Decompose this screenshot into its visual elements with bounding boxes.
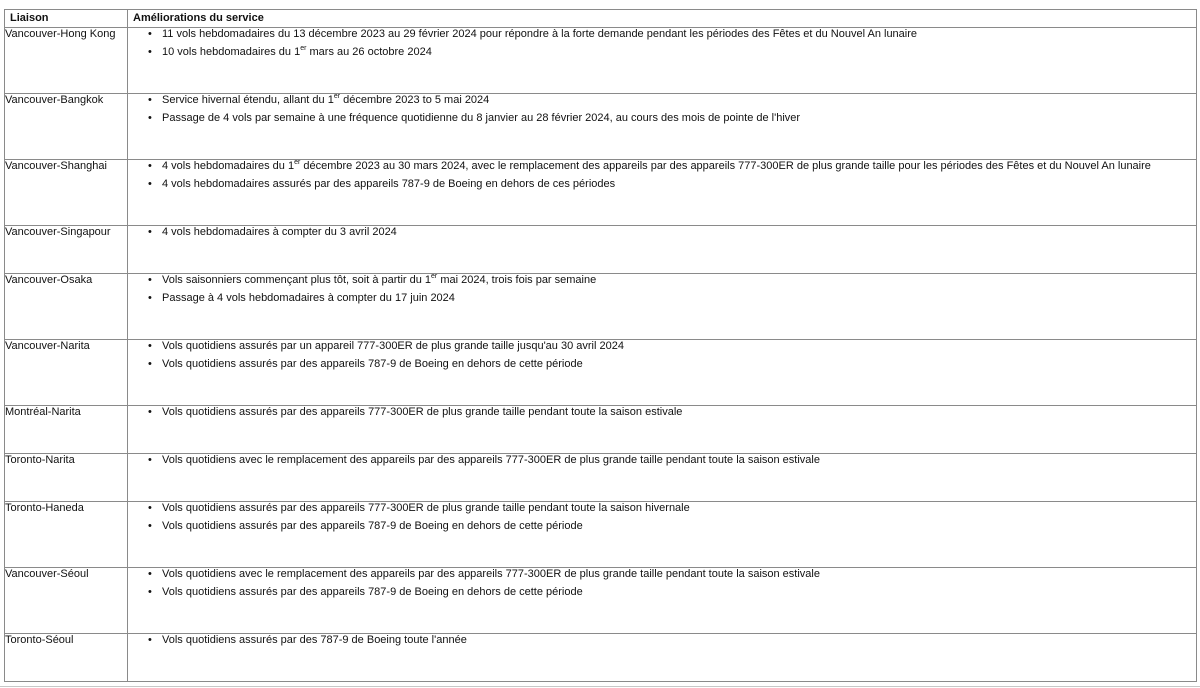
table-row	[5, 274, 1197, 340]
bullet-icon: •	[148, 340, 152, 352]
bullet-icon: •	[148, 585, 152, 598]
table-row	[5, 568, 1197, 634]
improvements-list	[128, 160, 1196, 195]
table-row	[5, 406, 1197, 454]
list-item	[128, 274, 1196, 292]
improvements-cell	[128, 634, 1197, 682]
item-text: 10 vols hebdomadaires du 1	[162, 45, 301, 58]
route-cell: Vancouver-Hong Kong	[5, 28, 128, 94]
list-item	[128, 520, 1196, 538]
table-row	[5, 226, 1197, 274]
route-cell: Toronto-Narita	[5, 454, 128, 502]
table-body	[5, 28, 1197, 682]
improvements-list	[128, 454, 1196, 472]
bullet-icon: •	[148, 502, 152, 514]
route-cell: Montréal-Narita	[5, 406, 128, 454]
bullet-icon: •	[148, 634, 152, 646]
improvements-list	[128, 634, 1196, 652]
header-row	[5, 10, 1197, 28]
ordinal-superscript: er	[333, 93, 341, 100]
list-item	[128, 586, 1196, 604]
improvements-list	[128, 28, 1196, 63]
item-text: 11 vols hebdomadaires du 13 décembre 2023 au 29 février 2024 pour répondre à la forte demande pendant les périodes des Fêtes et du Nouvel An lunaire	[162, 28, 918, 40]
improvements-cell	[128, 226, 1197, 274]
bullet-icon: •	[148, 357, 152, 370]
list-item	[128, 568, 1196, 586]
item-text: Passage à 4 vols hebdomadaires à compter du 17 juin 2024	[162, 291, 455, 304]
bullet-icon: •	[148, 160, 152, 172]
item-text: Vols quotidiens assurés par des appareils 787-9 de Boeing en dehors de cette période	[162, 585, 583, 598]
route-cell: Vancouver-Singapour	[5, 226, 128, 274]
list-item	[128, 46, 1196, 64]
item-text: Vols quotidiens assurés par des appareils 777-300ER de plus grande taille pendant toute la saison estivale	[162, 406, 683, 418]
list-item	[128, 406, 1196, 424]
bullet-icon: •	[148, 291, 152, 304]
list-item	[128, 160, 1196, 178]
improvements-cell	[128, 28, 1197, 94]
bullet-icon: •	[148, 568, 152, 580]
list-item	[128, 94, 1196, 112]
table-row	[5, 634, 1197, 682]
improvements-list	[128, 502, 1196, 537]
header-improvements: Améliorations du service	[128, 10, 1197, 28]
item-text: Passage de 4 vols par semaine à une fréquence quotidienne du 8 janvier au 28 février 2024, au cours des mois de pointe de l'hiver	[162, 111, 801, 124]
item-text: 4 vols hebdomadaires assurés par des appareils 787-9 de Boeing en dehors de ces périodes	[162, 177, 616, 190]
list-item	[128, 112, 1196, 130]
item-text: Vols quotidiens avec le remplacement des appareils par des appareils 777-300ER de plus grande taille pendant toute la saison estivale	[162, 454, 820, 466]
improvements-cell	[128, 406, 1197, 454]
bullet-icon: •	[148, 28, 152, 40]
list-item	[128, 178, 1196, 196]
bullet-icon: •	[148, 226, 152, 238]
bullet-icon: •	[148, 274, 152, 286]
improvements-list	[128, 568, 1196, 603]
bottom-divider	[0, 686, 1200, 687]
item-text: Vols quotidiens assurés par des appareils 787-9 de Boeing en dehors de cette période	[162, 357, 583, 370]
route-cell: Vancouver-Osaka	[5, 274, 128, 340]
table-row	[5, 502, 1197, 568]
item-text: Vols quotidiens assurés par un appareil 777-300ER de plus grande taille jusqu'au 30 avril 2024	[162, 340, 624, 352]
item-text: Vols saisonniers commençant plus tôt, soit à partir du 1	[162, 274, 432, 286]
improvements-list	[128, 274, 1196, 309]
item-text: mai 2024, trois fois par semaine	[437, 274, 597, 286]
bullet-icon: •	[148, 177, 152, 190]
improvements-cell	[128, 160, 1197, 226]
route-cell: Toronto-Séoul	[5, 634, 128, 682]
list-item	[128, 502, 1196, 520]
route-cell: Vancouver-Bangkok	[5, 94, 128, 160]
ordinal-superscript: er	[300, 44, 307, 52]
header-route: Liaison	[5, 10, 128, 28]
item-text: Vols quotidiens assurés par des appareils 787-9 de Boeing en dehors de cette période	[162, 519, 583, 532]
improvements-list	[128, 340, 1196, 375]
list-item	[128, 634, 1196, 652]
bullet-icon: •	[148, 111, 152, 124]
improvements-cell	[128, 340, 1197, 406]
improvements-list	[128, 226, 1196, 244]
improvements-cell	[128, 454, 1197, 502]
item-text: décembre 2023 au 30 mars 2024, avec le remplacement des appareils par des appareils 777-300ER de plus grande taille pour les périodes des Fêtes et du Nouvel An lunaire	[300, 160, 1151, 172]
table-row	[5, 160, 1197, 226]
item-text: décembre 2023 to 5 mai 2024	[340, 94, 490, 106]
item-text: 4 vols hebdomadaires à compter du 3 avril 2024	[162, 226, 397, 238]
service-improvements-table	[4, 9, 1197, 682]
table-row	[5, 340, 1197, 406]
bullet-icon: •	[148, 94, 152, 106]
list-item	[128, 340, 1196, 358]
table-row	[5, 94, 1197, 160]
list-item	[128, 292, 1196, 310]
list-item	[128, 358, 1196, 376]
item-text: mars au 26 octobre 2024	[306, 45, 432, 58]
item-text: Vols quotidiens avec le remplacement des appareils par des appareils 777-300ER de plus grande taille pendant toute la saison estivale	[162, 568, 820, 580]
item-text: Vols quotidiens assurés par des 787-9 de Boeing toute l'année	[162, 634, 467, 646]
improvements-cell	[128, 94, 1197, 160]
route-cell: Vancouver-Shanghai	[5, 160, 128, 226]
bullet-icon: •	[148, 519, 152, 532]
improvements-cell	[128, 274, 1197, 340]
ordinal-superscript: er	[294, 159, 301, 166]
list-item	[128, 226, 1196, 244]
improvements-list	[128, 94, 1196, 129]
item-text: 4 vols hebdomadaires du 1	[162, 160, 295, 172]
route-cell: Vancouver-Narita	[5, 340, 128, 406]
table-row	[5, 28, 1197, 94]
item-text: Vols quotidiens assurés par des appareils 777-300ER de plus grande taille pendant toute la saison hivernale	[162, 502, 690, 514]
table-row	[5, 454, 1197, 502]
item-text: Service hivernal étendu, allant du 1	[162, 94, 334, 106]
route-cell: Toronto-Haneda	[5, 502, 128, 568]
improvements-cell	[128, 568, 1197, 634]
improvements-cell	[128, 502, 1197, 568]
ordinal-superscript: er	[431, 273, 438, 280]
bullet-icon: •	[148, 45, 152, 58]
list-item	[128, 454, 1196, 472]
bullet-icon: •	[148, 406, 152, 418]
route-cell: Vancouver-Séoul	[5, 568, 128, 634]
bullet-icon: •	[148, 454, 152, 466]
list-item	[128, 28, 1196, 46]
improvements-list	[128, 406, 1196, 424]
